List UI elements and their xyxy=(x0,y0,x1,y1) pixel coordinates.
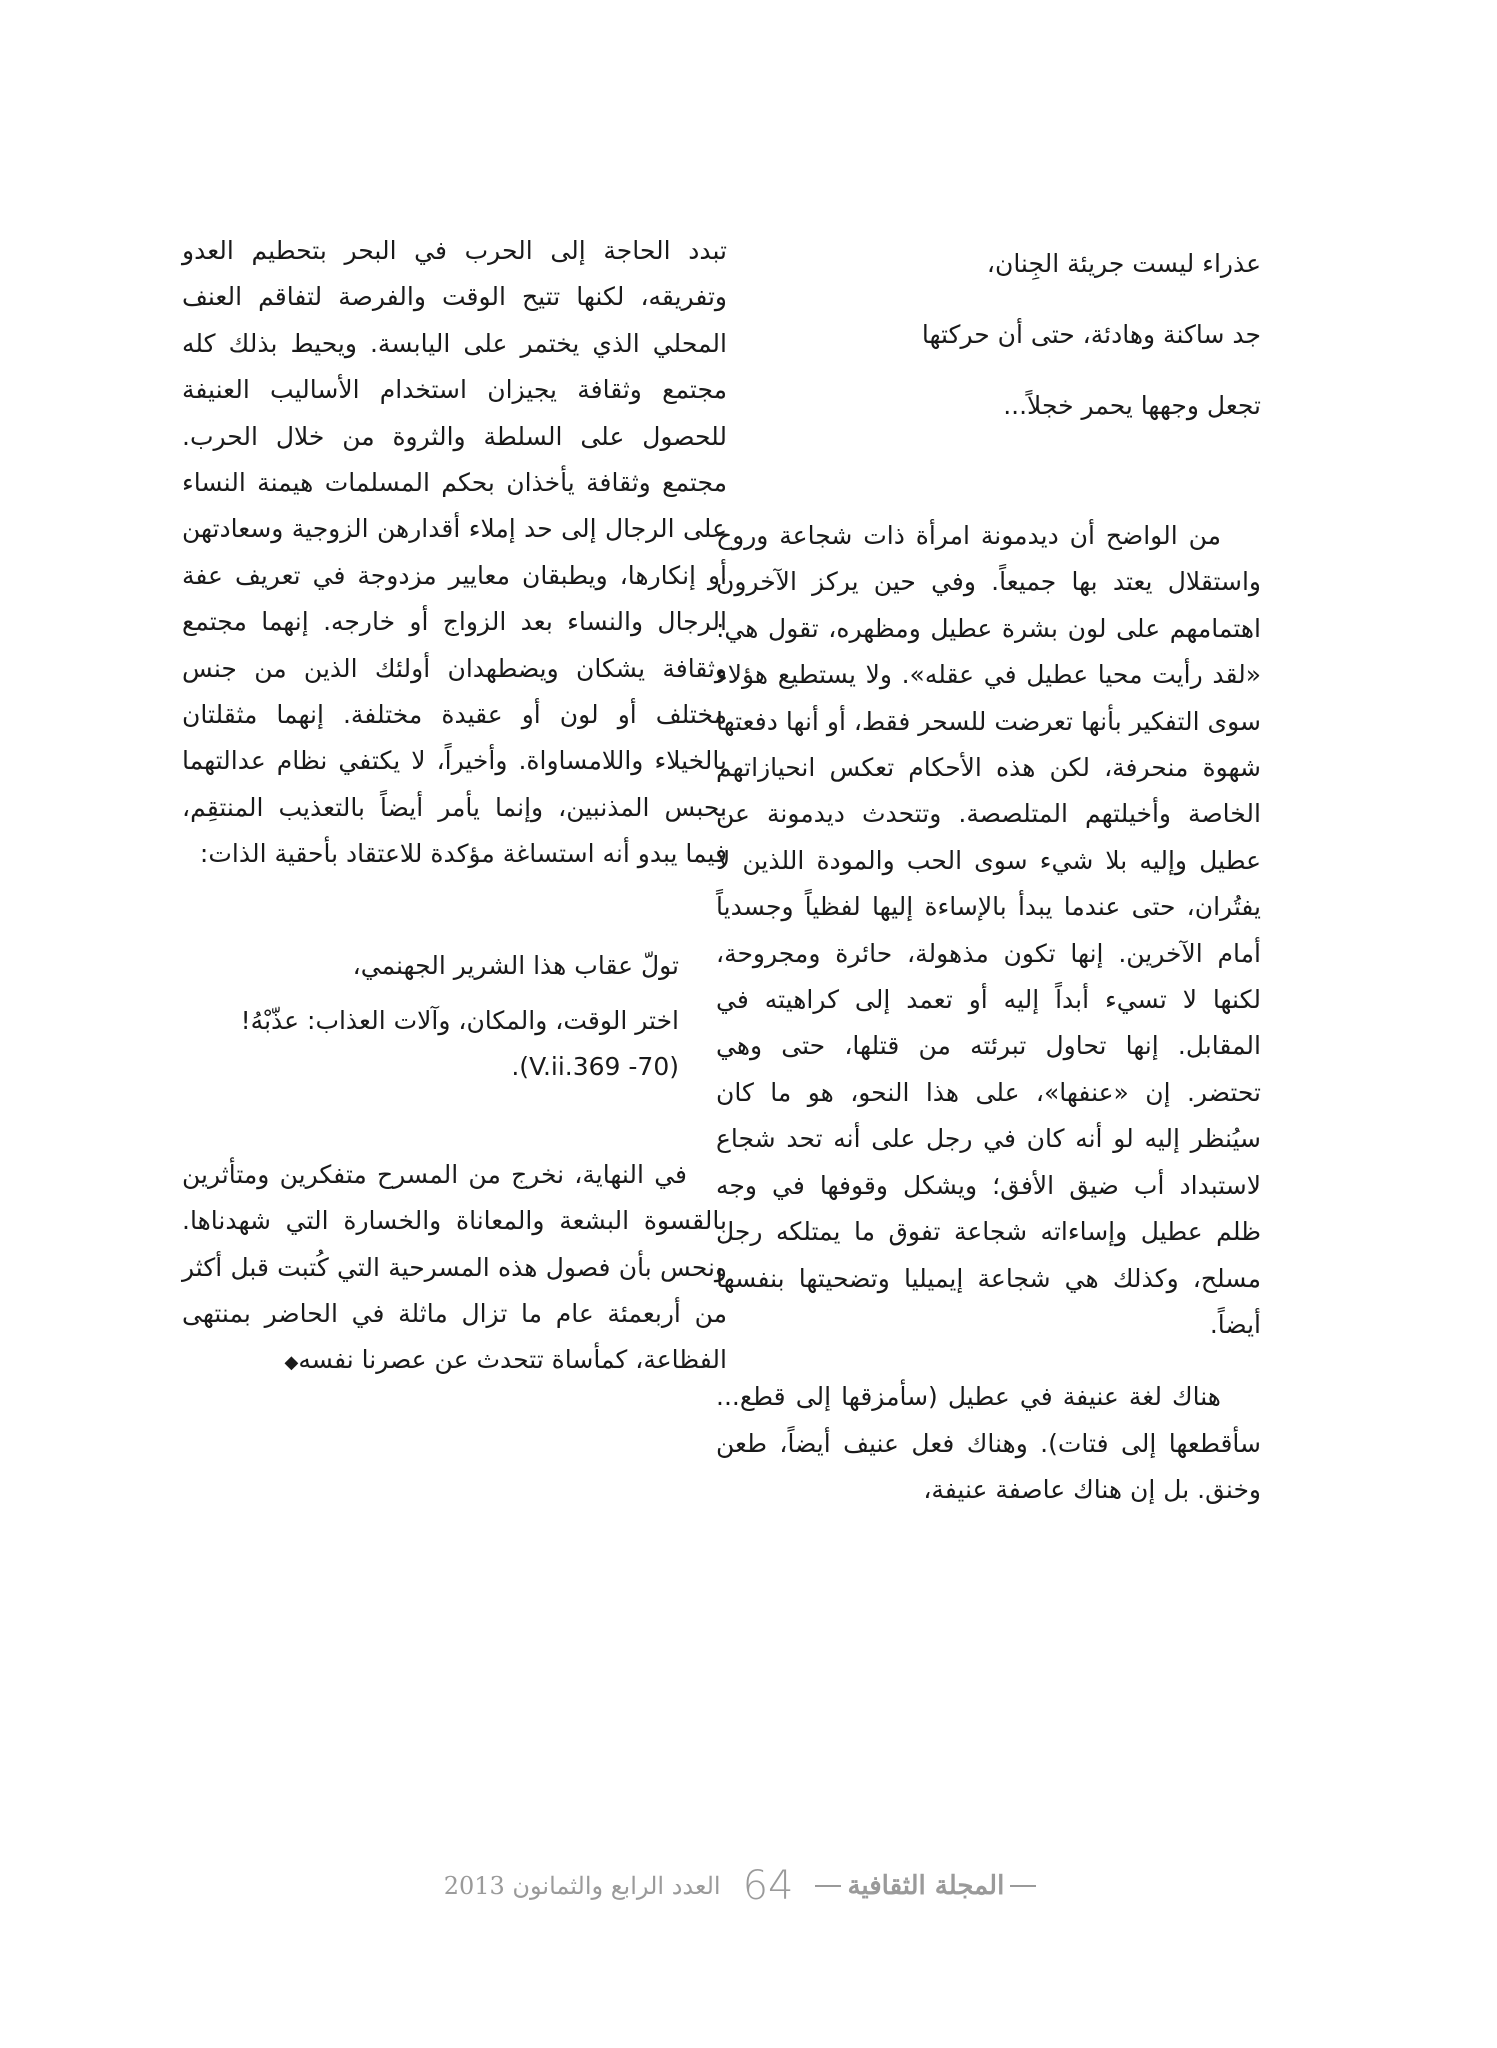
verse-citation: (V.ii.369 -70). xyxy=(511,1051,679,1081)
paragraph-text: في النهاية، نخرج من المسرح متفكرين ومتأثرين بالقسوة البشعة والمعاناة والخسارة التي شهدناها. ونحس بأن فصول هذه المسرحية التي كُتبت قبل أكثر من أربعمئة عام ما تزال ماثلة في الحاضر بمنتهى الفظاعة، كمأساة تتحدث عن عصرنا نفسه xyxy=(182,1159,727,1375)
paragraph: تبدد الحاجة إلى الحرب في البحر بتحطيم العدو وتفريقه، لكنها تتيح الوقت والفرصة لتفاقم العنف المحلي الذي يختمر على اليابسة. ويحيط بذلك كله مجتمع وثقافة يجيزان استخدام الأساليب العنيفة للحصول على السلطة والثروة من خلال الحرب. مجتمع وثقافة يأخذان بحكم المسلمات هيمنة النساء على الرجال إلى حد إملاء أقدارهن الزوجية وسعادتهن أو إنكارها، ويطبقان معايير مزدوجة في تعريف عفة الرجال والنساء بعد الزواج أو خارجه. إنهما مجتمع وثقافة يشكان ويضطهدان أولئك الذين من جنس مختلف أو لون أو عقيدة مختلفة. إنهما مثقلتان بالخيلاء واللامساواة. وأخيراً، لا يكتفي نظام عدالتهما بحبس المذنبين، وإنما يأمر أيضاً بالتعذيب المنتقِم، فيما يبدو أنه استساغة مؤكدة للاعتقاد بأحقية الذات: xyxy=(182,236,727,869)
magazine-name: المجلة الثقافية xyxy=(847,1871,1005,1901)
right-column xyxy=(716,228,1261,1514)
page-number: 64 xyxy=(742,1863,794,1909)
paragraph xyxy=(182,1152,727,1387)
issue-label: العدد الرابع والثمانون 2013 xyxy=(443,1872,721,1900)
poem-line: جد ساكنة وهادئة، حتى أن حركتها xyxy=(921,320,1261,349)
verse-line: اختر الوقت، والمكان، وآلات العذاب: عذّبْهُ! xyxy=(240,1005,679,1035)
page-footer xyxy=(420,1862,1060,1910)
poem-line: تجعل وجهها يحمر خجلاً... xyxy=(1003,391,1261,420)
logo-rule xyxy=(815,1885,841,1887)
poem-line: عذراء ليست جريئة الجِنان، xyxy=(986,249,1261,278)
magazine-logo xyxy=(815,1871,1036,1901)
end-mark-icon: ◆ xyxy=(284,1352,299,1374)
verse-line: تولّ عقاب هذا الشرير الجهنمي، xyxy=(352,950,679,980)
paragraph: من الواضح أن ديدمونة امرأة ذات شجاعة وروح واستقلال يعتد بها جميعاً. وفي حين يركز الآخرون اهتمامهم على لون بشرة عطيل ومظهره، تقول هي: «لقد رأيت محيا عطيل في عقله». ولا يستطيع هؤلاء سوى التفكير بأنها تعرضت للسحر فقط، أو أنها دفعتها شهوة منحرفة، لكن هذه الأحكام تعكس انحيازاتهم الخاصة وأخيلتهم المتلصصة. وتتحدث ديدمونة عن عطيل وإليه بلا شيء سوى الحب والمودة اللذين لا يفتُران، حتى عندما يبدأ بالإساءة إليها لفظياً وجسدياً أمام الآخرين. إنها تكون مذهولة، حائرة ومجروحة، لكنها لا تسيء أبداً إليه أو تعمد إلى كراهيته في المقابل. إنها تحاول تبرئته من قتلها، حتى وهي تحتضر. إن «عنفها»، على هذا النحو، هو ما كان سيُنظر إليه لو أنه كان في رجل على أنه تحد شجاع لاستبداد أب ضيق الأفق؛ ويشكل وقوفها في وجه ظلم عطيل وإساءاته شجاعة تفوق ما يمتلكه رجل مسلح، وكذلك هي شجاعة إيميليا وتضحيتها بنفسها أيضاً. xyxy=(716,521,1261,1339)
left-column xyxy=(182,228,727,1387)
poem-excerpt xyxy=(716,228,1261,441)
paragraph: هناك لغة عنيفة في عطيل (سأمزقها إلى قطع... سأقطعها إلى فتات). وهناك فعل عنيف أيضاً، طعن وخنق. بل إن هناك عاصفة عنيفة، xyxy=(716,1382,1261,1505)
verse-quote xyxy=(182,934,727,1090)
logo-rule xyxy=(1010,1885,1036,1887)
